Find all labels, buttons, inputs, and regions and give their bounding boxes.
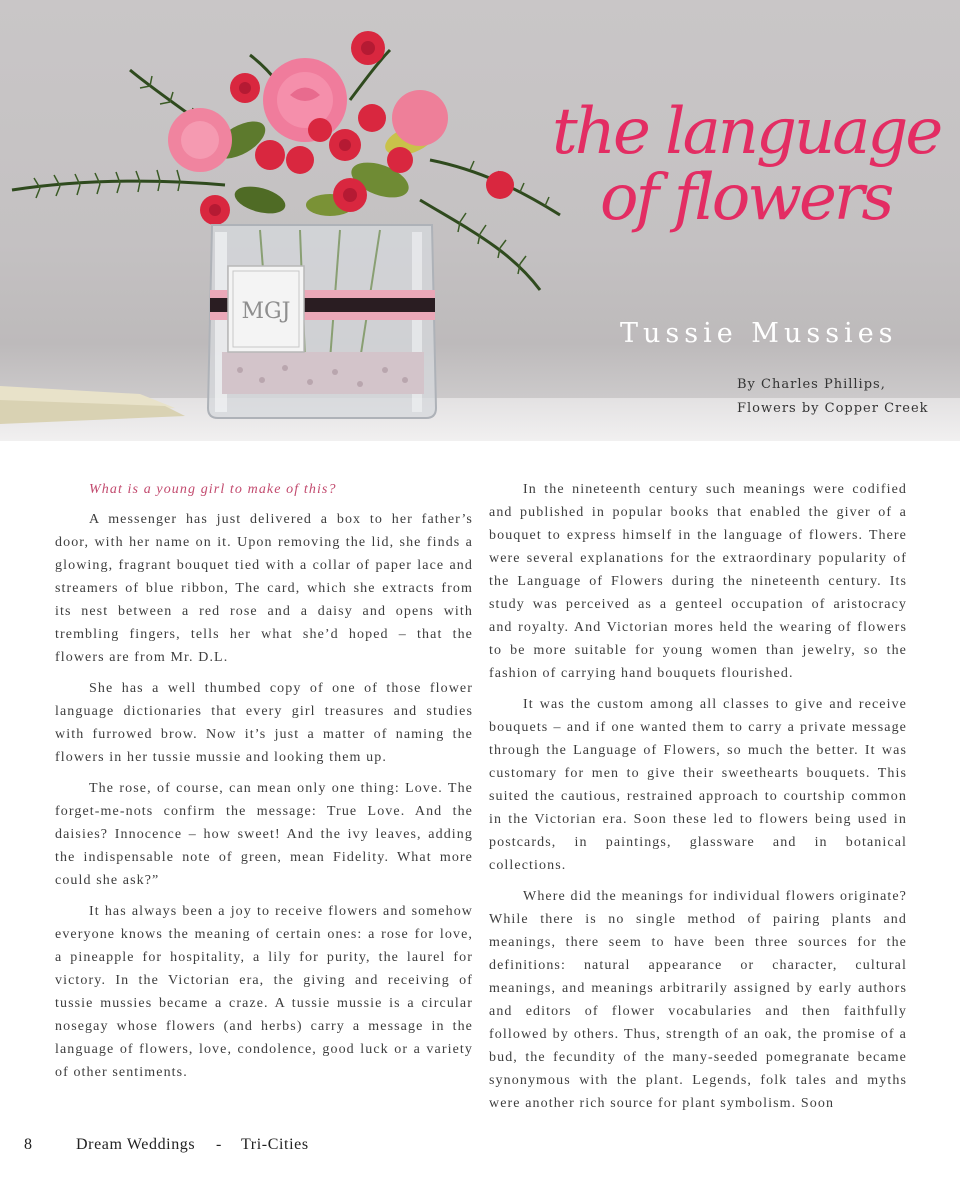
paragraph: It was the custom among all classes to give and receive bouquets – and if one wanted them to carry a private message through the Language of Flowers, so much the better. It was customary for men to give their sweethearts bouquets. This suited the cautious, restrained approach to courtship common in the Victorian era. Soon these led to flowers being used in postcards, in paintings, glassware and in botanical collections. — [489, 697, 907, 873]
byline-company: Flowers by Copper Creek — [737, 401, 929, 416]
paragraph: It has always been a joy to receive flowers and somehow everyone knows the meaning of certain ones: a rose for love, a pineapple for hospitality, a lily for purity, the laurel for victory. In the Victorian era, the giving and receiving of tussie mussies became a craze. A tussie mussie is a circular nosegay whose flowers (and herbs) carry a message in the language of flowers, love, condolence, good luck or a variety of other sentiments. — [55, 904, 473, 1080]
intro-question: What is a young girl to make of this? — [89, 482, 337, 497]
paragraph: In the nineteenth century such meanings were codified and published in popular books that enabled the giver of a bouquet to express himself in the language of flowers. There were several explanations for the extraordinary popularity of the Language of Flowers during the nineteenth century. Its study was perceived as a genteel occupation of aristocracy and royalty. And Victorian mores held the wearing of flowers to be more suitable for young women than jewelry, so the fashion of carrying hand bouquets flourished. — [489, 482, 907, 681]
glass-vase — [208, 225, 436, 418]
paragraph: Where did the meanings for individual flowers originate? While there is no single method of pairing plants and meanings, there seem to have been three sources for the definitions: natural appearance or character, cultural meanings, and meanings arbitrarily assigned by early authors and editors of flower vocabularies and then faithfully followed by others. Thus, strength of an oak, the promise of a bud, the fecundity of the many-seeded pomegranate became synonymous with the plant. Legends, folk tales and myths were another rich source for plant symbolism. Soon — [489, 889, 907, 1111]
monogram-text: MGJ — [241, 299, 291, 324]
page-number: 8 — [24, 1136, 33, 1153]
article-column-right — [489, 478, 907, 1123]
region-name: Tri-Cities — [241, 1136, 309, 1153]
article-column-left — [55, 478, 473, 1092]
footer-separator: - — [216, 1136, 222, 1153]
byline-author: By Charles Phillips, — [737, 377, 886, 392]
headline-line-1: the language — [552, 95, 941, 169]
headline-line-2: of flowers — [600, 161, 892, 235]
article-subtitle: Tussie Mussies — [620, 318, 898, 349]
paragraph: A messenger has just delivered a box to her father’s door, with her name on it. Upon removing the lid, she finds a glowing, fragrant bouquet tied with a collar of paper lace and streamers of blue ribbon, The card, which she extracts from its nest between a red rose and a daisy and opens with trembling fingers, tells her what she’d hoped – that the flowers are from Mr. D.L. — [55, 512, 473, 665]
article-headline — [552, 95, 952, 235]
page-footer — [0, 1136, 960, 1160]
magazine-name: Dream Weddings — [76, 1136, 196, 1153]
paragraph: The rose, of course, can mean only one thing: Love. The forget-me-nots confirm the message: True Love. And the daisies? Innocence – how sweet! And the ivy leaves, adding the indispensable note of green, mean Fidelity. What more could she ask?” — [55, 781, 473, 888]
paragraph: She has a well thumbed copy of one of those flower language dictionaries that every girl treasures and studies with furrowed brow. Now it’s just a matter of naming the flowers in her tussie mussie and looking them up. — [55, 681, 473, 765]
byline — [737, 373, 929, 421]
hero-photo — [0, 0, 960, 441]
